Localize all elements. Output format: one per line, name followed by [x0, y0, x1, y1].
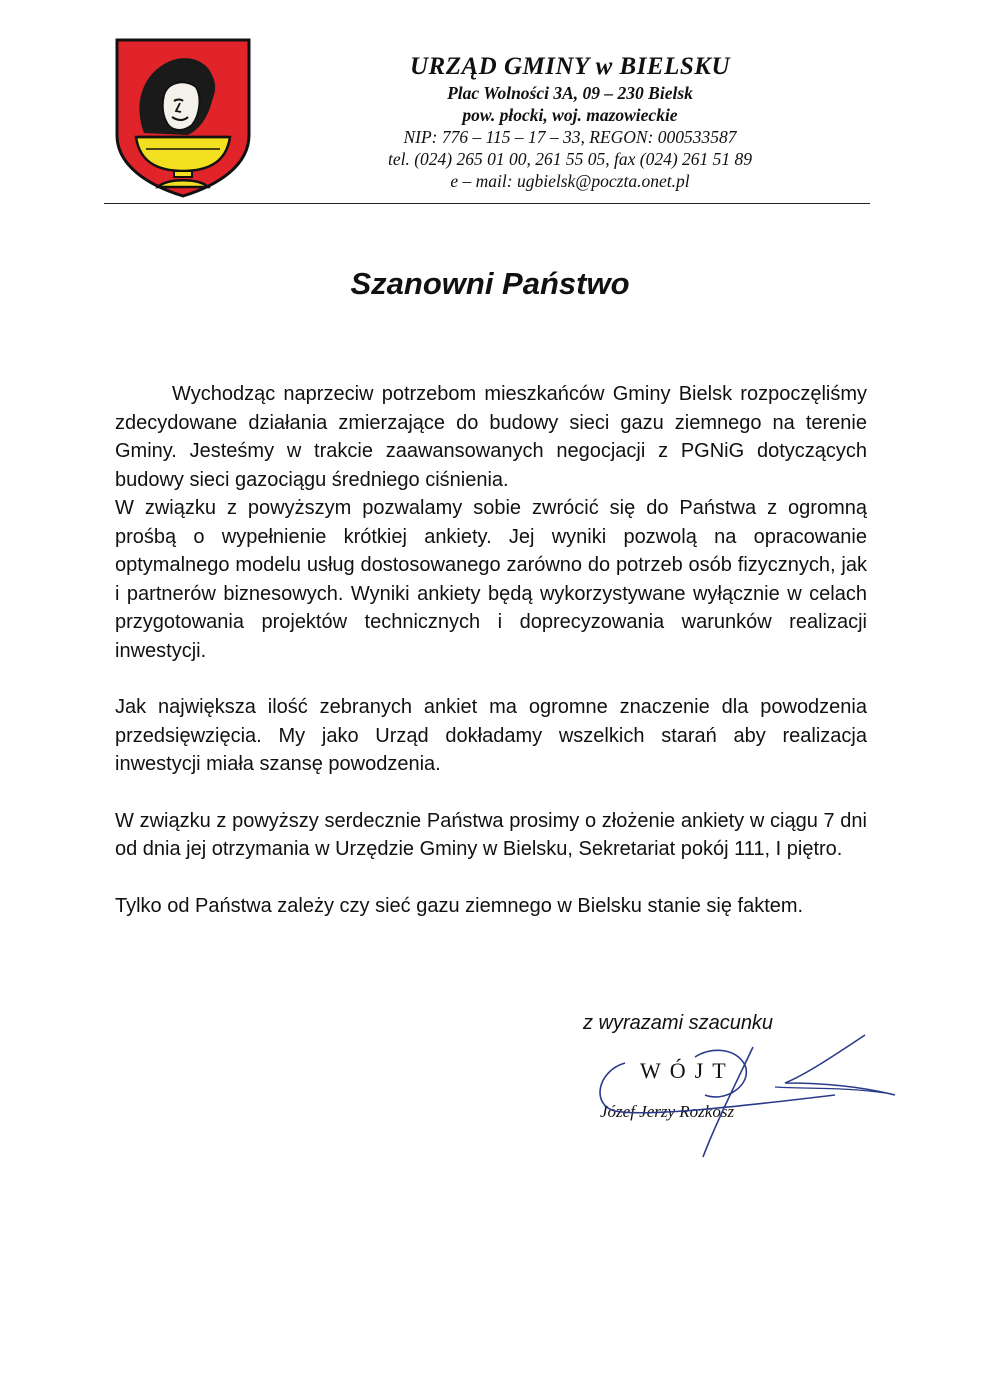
closing-regards: z wyrazami szacunku	[583, 1012, 774, 1034]
stamp-name: Józef Jerzy Rozkosz	[600, 1102, 735, 1121]
letterhead-divider	[104, 203, 870, 204]
letter-body	[115, 380, 867, 920]
office-phone: tel. (024) 265 01 00, 261 55 05, fax (024) 261 51 89	[387, 149, 753, 169]
paragraph-final: Tylko od Państwa zależy czy sieć gazu ziemnego w Bielsku stanie się faktem.	[115, 894, 804, 917]
paragraph-importance: Jak największa ilość zebranych ankiet ma ogromne znaczenie dla powodzenia przedsięwzięcia. My jako Urząd dokładamy wszelkich starań aby realizacja inwestycji miała szansę powodzenia.	[115, 696, 867, 775]
office-district: pow. płocki, woj. mazowieckie	[462, 105, 678, 125]
stamp-title: WÓJT	[640, 1058, 735, 1083]
office-address: Plac Wolności 3A, 09 – 230 Bielsk	[447, 83, 693, 103]
paragraph-request: W związku z powyższym pozwalamy sobie zwrócić się do Państwa z ogromną prośbą o wypełnienie krótkiej ankiety. Jej wyniki pozwolą na opracowanie optymalnego modelu usług dostosowanego zarówno do potrzeb osób fizycznych, jak i partnerów biznesowych. Wyniki ankiety będą wykorzystywane wyłącznie w celach przygotowania projektów technicznych i doprecyzowania warunków realizacji inwestycji.	[115, 497, 867, 662]
letterhead	[300, 52, 840, 192]
paragraph-intro: Wychodząc naprzeciw potrzebom mieszkańców Gminy Bielsk rozpoczęliśmy zdecydowane działania zmierzające do budowy sieci gazu ziemnego na terenie Gminy. Jesteśmy w trakcie zaawansowanych negocjacji z PGNiG dotyczących budowy sieci gazociągu średniego ciśnienia.	[115, 383, 867, 491]
office-name: URZĄD GMINY w BIELSKU	[409, 53, 731, 80]
paragraph-deadline: W związku z powyższy serdecznie Państwa prosimy o złożenie ankiety w ciągu 7 dni od dnia jej otrzymania w Urzędzie Gminy w Bielsku, Sekretariat pokój 111, I piętro.	[115, 809, 867, 860]
salutation: Szanowni Państwo	[350, 266, 630, 301]
coat-of-arms-icon	[114, 37, 252, 199]
office-email: e – mail: ugbielsk@poczta.onet.pl	[450, 171, 690, 191]
handwritten-signature-icon	[585, 1025, 915, 1165]
office-tax-ids: NIP: 776 – 115 – 17 – 33, REGON: 000533587	[403, 127, 737, 147]
